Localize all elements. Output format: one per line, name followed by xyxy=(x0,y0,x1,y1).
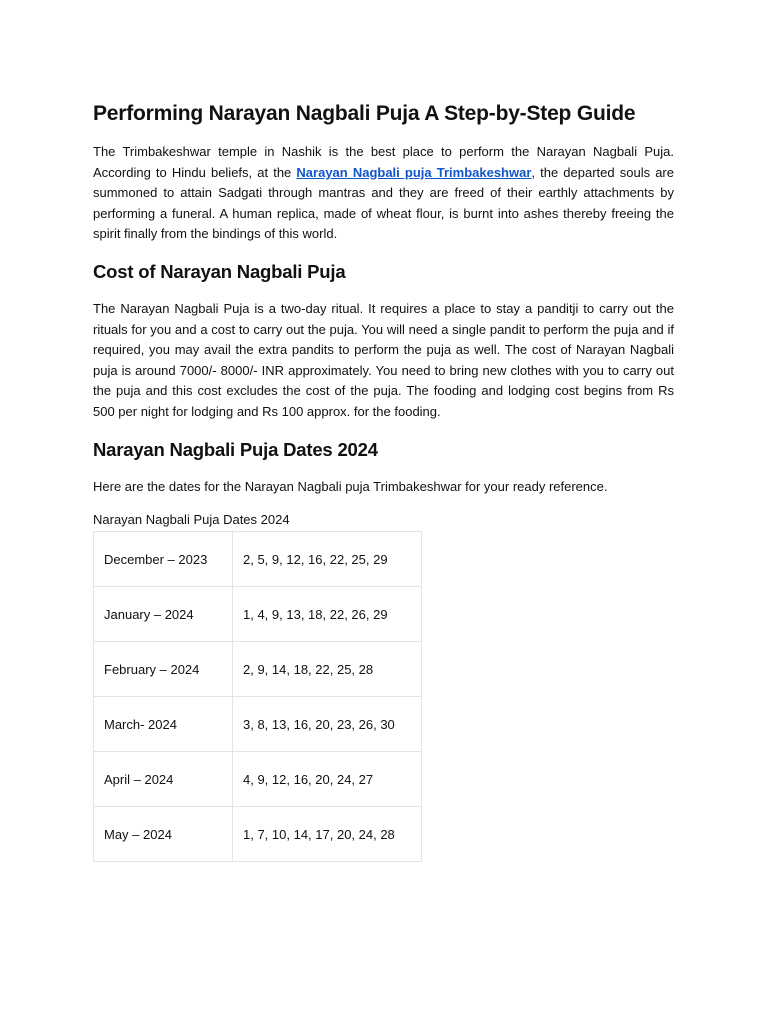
dates-cell: 3, 8, 13, 16, 20, 23, 26, 30 xyxy=(233,697,422,752)
dates-cell: 4, 9, 12, 16, 20, 24, 27 xyxy=(233,752,422,807)
intro-text-before-link: The Trimbakeshwar temple in Nashik is the best place to perform the Narayan Nagbali Puja. According to Hindu beliefs, at the xyxy=(93,144,674,180)
table-row xyxy=(94,752,422,807)
month-cell: January – 2024 xyxy=(94,587,233,642)
dates-intro-paragraph: Here are the dates for the Narayan Nagbali puja Trimbakeshwar for your ready reference. xyxy=(93,478,608,494)
table-row xyxy=(94,807,422,862)
table-row xyxy=(94,587,422,642)
intro-paragraph xyxy=(93,142,674,245)
cost-section-heading: Cost of Narayan Nagbali Puja xyxy=(93,260,346,282)
dates-section-heading: Narayan Nagbali Puja Dates 2024 xyxy=(93,438,378,460)
month-cell: March- 2024 xyxy=(94,697,233,752)
table-row xyxy=(94,532,422,587)
document-page xyxy=(93,100,674,862)
dates-cell: 1, 7, 10, 14, 17, 20, 24, 28 xyxy=(233,807,422,862)
dates-table-caption: Narayan Nagbali Puja Dates 2024 xyxy=(93,512,290,528)
intro-text-after-link: , the departed souls are summoned to attain Sadgati through mantras and they are freed of their earthly attachments by performing a funeral. A human replica, made of wheat flour, is burnt into ashes thereby freeing the spirit finally from the bindings of this world. xyxy=(93,164,674,242)
page-title: Performing Narayan Nagbali Puja A Step-by-Step Guide xyxy=(93,102,636,125)
dates-cell: 2, 9, 14, 18, 22, 25, 28 xyxy=(233,642,422,697)
cost-paragraph: The Narayan Nagbali Puja is a two-day ritual. It requires a place to stay a panditji to carry out the rituals for you and a cost to carry out the puja. You will need a single pandit to perform the puja and if required, you may avail the extra pandits to perform the puja as well. The cost of Narayan Nagbali puja is around 7000/- 8000/- INR approximately. You need to bring new clothes with you to carry out the puja and this cost excludes the cost of the puja. The fooding and lodging cost begins from Rs 500 per night for lodging and Rs 100 approx. for the fooding. xyxy=(93,300,674,419)
table-row xyxy=(94,642,422,697)
dates-cell: 1, 4, 9, 13, 18, 22, 26, 29 xyxy=(233,587,422,642)
trimbakeshwar-puja-link[interactable]: Narayan Nagbali puja Trimbakeshwar xyxy=(296,164,532,180)
month-cell: February – 2024 xyxy=(94,642,233,697)
month-cell: April – 2024 xyxy=(94,752,233,807)
month-cell: December – 2023 xyxy=(94,532,233,587)
dates-cell: 2, 5, 9, 12, 16, 22, 25, 29 xyxy=(233,532,422,587)
month-cell: May – 2024 xyxy=(94,807,233,862)
puja-dates-table xyxy=(93,531,422,862)
table-row xyxy=(94,697,422,752)
